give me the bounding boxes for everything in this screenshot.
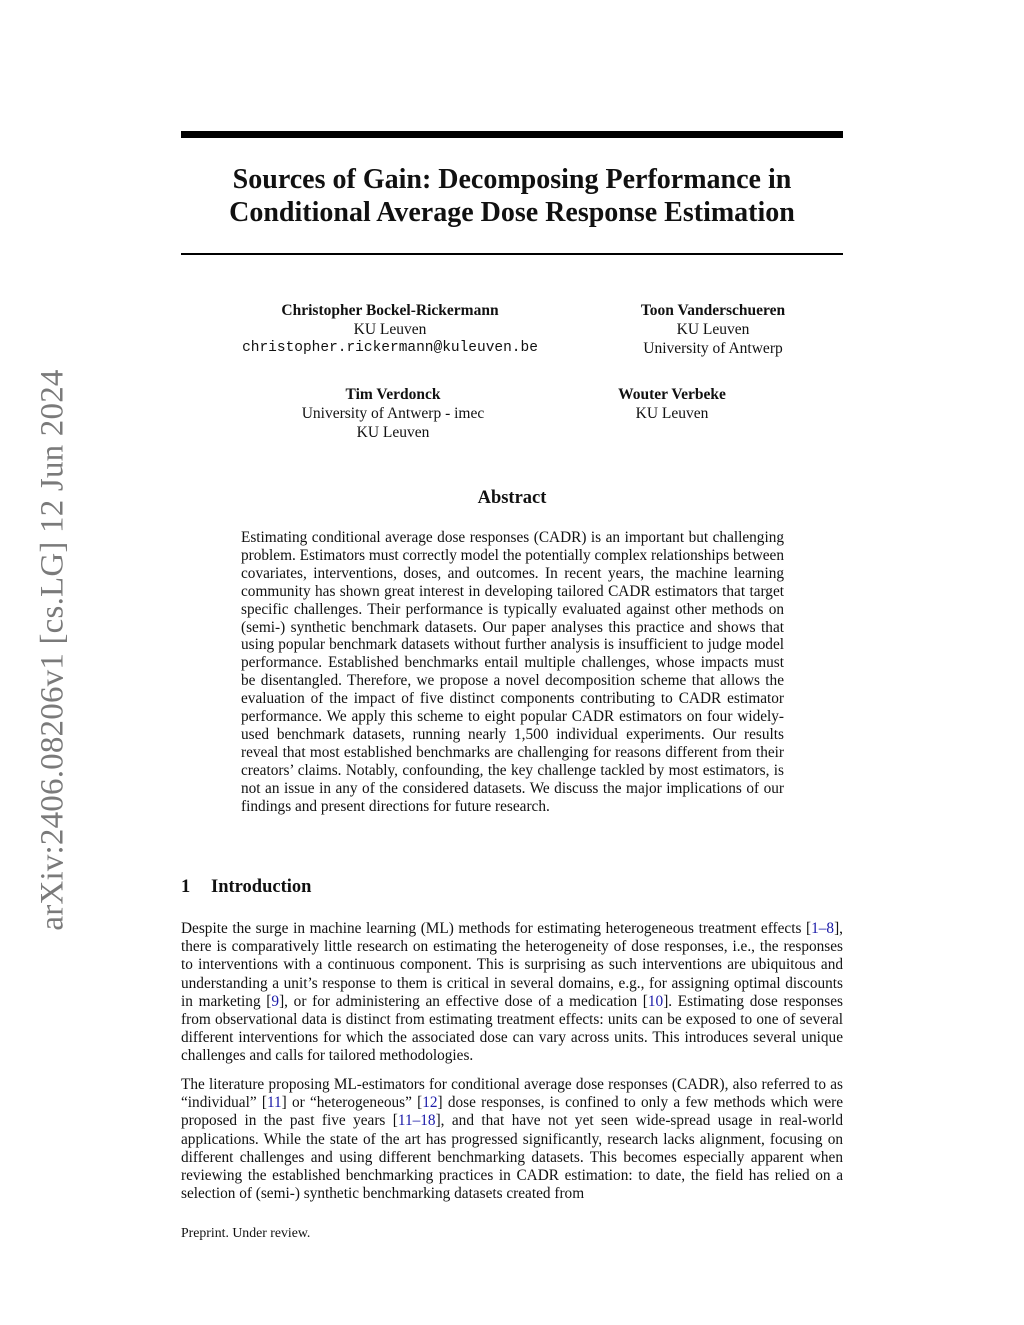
- paper-title: [181, 163, 843, 229]
- author-block: [273, 385, 513, 442]
- author-name: Wouter Verbeke: [618, 386, 726, 403]
- author-block: [613, 301, 813, 358]
- author-block: [592, 385, 752, 423]
- citation-link[interactable]: 11–18: [397, 1112, 436, 1130]
- title-line-1: Sources of Gain: Decomposing Performance in: [232, 164, 792, 195]
- author-affiliation: University of Antwerp: [643, 340, 783, 357]
- paragraph-text: ], and that have not yet seen wide-spread usage in real-world applications. While the state of the art has progressed significantly, research lacks alignment, focusing on different challenges and using different benchmarking datasets. This becomes especially apparent when reviewing the established benchmarking practices in CADR estimation: to date, the field has relied on a selection of (semi-) synthetic benchmarking datasets created from: [181, 1112, 843, 1203]
- paragraph: [181, 920, 843, 1066]
- paragraph-text: ] dose responses, is confined to only a few methods which were proposed in the past five years [: [181, 1094, 843, 1130]
- section-heading: [181, 877, 311, 898]
- author-affiliation: KU Leuven: [353, 321, 427, 338]
- author-name: Christopher Bockel-Rickermann: [281, 302, 499, 319]
- paragraph-text: ], there is comparatively little research on estimating the heterogeneity of dose responses, i.e., the responses to interventions with a continuous component. This is surprising as such interventions are ubiquitous and understanding a unit’s response to them is critical in several domains, e.g., for assigning optimal discounts in marketing [: [181, 920, 843, 1010]
- author-affiliation: KU Leuven: [635, 405, 709, 422]
- author-affiliation: KU Leuven: [356, 424, 430, 441]
- citation-link[interactable]: 9: [271, 992, 280, 1010]
- citation-link[interactable]: 11: [266, 1094, 282, 1112]
- author-block: [223, 301, 557, 358]
- author-affiliation: University of Antwerp - imec: [301, 405, 485, 422]
- author-email: christopher.rickermann@kuleuven.be: [242, 340, 538, 356]
- author-affiliation: KU Leuven: [676, 321, 750, 338]
- paragraph: [181, 1076, 843, 1203]
- citation-link[interactable]: 12: [422, 1094, 438, 1112]
- footer-note: Preprint. Under review.: [181, 1225, 311, 1240]
- citation-link[interactable]: 1–8: [811, 920, 835, 937]
- paragraph-text: ], or for administering an effective dose of a medication [: [279, 992, 648, 1010]
- citation-link[interactable]: 10: [647, 992, 664, 1010]
- section-title: Introduction: [211, 877, 312, 897]
- abstract-heading: Abstract: [477, 488, 547, 508]
- author-name: Tim Verdonck: [345, 386, 441, 403]
- paragraph-text: ] or “heterogeneous” [: [281, 1094, 423, 1112]
- title-rule-bottom: [181, 253, 843, 255]
- paragraph-text: Despite the surge in machine learning (ML) methods for estimating heterogeneous treatment effects [: [181, 920, 812, 937]
- title-rule-top: [181, 131, 843, 138]
- abstract-text: Estimating conditional average dose responses (CADR) is an important but challenging problem. Estimators must correctly model the potentially complex relationships between covariates, interventions, doses, and outcomes. In recent years, the machine learning community has shown great interest in developing tailored CADR estimators that target specific challenges. Their performance is typically evaluated against other methods on (semi-) synthetic benchmark datasets. Our paper analyses this practice and shows that using popular benchmark datasets without further analysis is insufficient to judge model performance. Established benchmarks entail multiple challenges, whose impacts must be disentangled. Therefore, we propose a novel decomposition scheme that allows the evaluation of the impact of five distinct components contributing to CADR estimator performance. We apply this scheme to eight popular CADR estimators on four widely-used benchmark datasets, running nearly 1,500 individual experiments. Our results reveal that most established benchmarks are challenging for reasons different from their creators’ claims. Notably, confounding, the key challenge tackled by most estimators, is not an issue in any of the considered datasets. We discuss the major implications of our findings and present directions for future research.: [241, 529, 784, 815]
- author-name: Toon Vanderschueren: [640, 302, 786, 319]
- section-number: 1: [181, 877, 191, 897]
- paragraph-text: The literature proposing ML-estimators for conditional average dose responses (CADR), also referred to as “individual” [: [181, 1076, 843, 1112]
- title-line-2: Conditional Average Dose Response Estimation: [229, 197, 795, 228]
- paragraph-text: ]. Estimating dose responses from observational data is distinct from estimating treatment effects: units can be exposed to one of several different interventions for which the associated dose can vary across units. This introduces several unique challenges and calls for tailored methodologies.: [181, 992, 843, 1065]
- arxiv-identifier: arXiv:2406.08206v1 [cs.LG] 12 Jun 2024: [34, 369, 71, 931]
